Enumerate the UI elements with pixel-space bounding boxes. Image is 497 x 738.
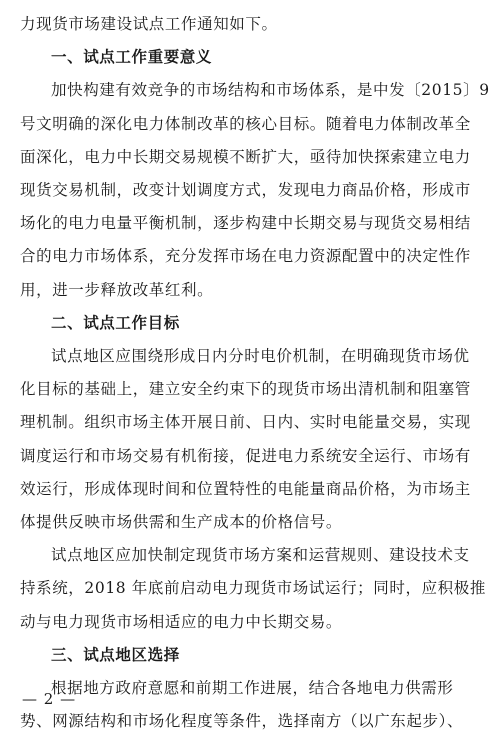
paragraph-first-line: 根据地方政府意愿和前期工作进展，结合各地电力供需形 [51,679,454,698]
paragraph-line: 场化的电力电量平衡机制，逐步构建中长期交易与现货交易相结 [20,214,471,233]
section-heading: 一、试点工作重要意义 [51,48,213,67]
paragraph-first-line: 试点地区应围绕形成日内分时电价机制，在明确现货市场优 [51,347,470,366]
paragraph-first-line: 加快构建有效竞争的市场结构和市场体系，是中发〔2015〕9 [51,81,490,100]
paragraph-line: 号文明确的深化电力体制改革的核心目标。随着电力体制改革全 [20,114,471,133]
section-heading: 二、试点工作目标 [51,313,180,332]
paragraph-line: 理机制。组织市场主体开展日前、日内、实时电能量交易，实现 [20,413,471,432]
paragraph-line: 调度运行和市场交易有机衔接，促进电力系统安全运行、市场有 [20,446,471,465]
paragraph-line: 面深化，电力中长期交易规模不断扩大，亟待加快探索建立电力 [20,147,471,166]
document-body [20,8,490,738]
paragraph-line: 效运行，形成体现时间和位置特性的电能量商品价格，为市场主 [20,479,471,498]
paragraph-line: 力现货市场建设试点工作通知如下。 [20,15,278,33]
paragraph-line: 合的电力市场体系，充分发挥市场在电力资源配置中的决定性作 [20,247,471,266]
paragraph-line: 化目标的基础上，建立安全约束下的现货市场出清机制和阻塞管 [20,380,471,399]
paragraph-line: 用，进一步释放改革红利。 [20,280,214,299]
page-number: — 2 — [22,690,77,708]
paragraph-line: 体提供反映市场供需和生产成本的价格信号。 [20,513,343,532]
paragraph-line: 持系统，2018 年底前启动电力现货市场试运行；同时，应积极推 [20,579,486,598]
paragraph-line: 势、网源结构和市场化程度等条件，选择南方（以广东起步）、 [20,712,464,731]
paragraph-line: 现货交易机制，改变计划调度方式，发现电力商品价格，形成市 [20,181,471,200]
paragraph-first-line: 试点地区应加快制定现货市场方案和运营规则、建设技术支 [51,546,470,565]
paragraph-line: 动与电力现货市场相适应的电力中长期交易。 [20,612,343,631]
section-heading: 三、试点地区选择 [51,645,180,664]
